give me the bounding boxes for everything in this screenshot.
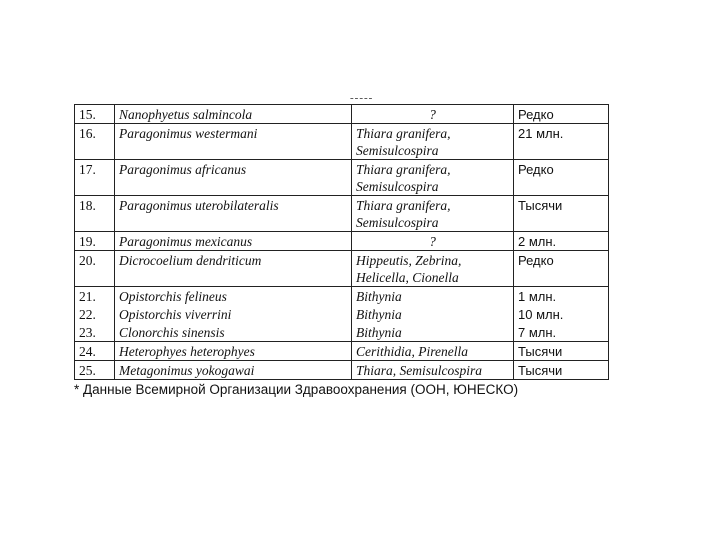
row-number: 16. (75, 124, 115, 160)
host-snail (352, 105, 514, 124)
infected-count: 10 млн. (514, 305, 609, 323)
infected-count: Тысячи (514, 196, 609, 232)
species-name: Nanophyetus salmincola (115, 105, 352, 124)
infected-count: Редко (514, 160, 609, 196)
table-footnote: * Данные Всемирной Организации Здравоохранения (ООН, ЮНЕСКО) (74, 382, 519, 397)
row-number: 18. (75, 196, 115, 232)
species-name: Heterophyes heterophyes (115, 342, 352, 361)
row-number: 25. (75, 361, 115, 380)
host-line: Semisulcospira (356, 215, 439, 230)
clipped-previous-row (74, 92, 608, 104)
host-snail: Bithynia (352, 305, 514, 323)
species-name: Paragonimus africanus (115, 160, 352, 196)
host-line: Thiara granifera, (356, 198, 451, 213)
species-name: Paragonimus westermani (115, 124, 352, 160)
host-snail: Thiara, Semisulcospira (352, 361, 514, 380)
infected-count: 2 млн. (514, 232, 609, 251)
host-line: ? (429, 234, 436, 249)
host-snail: Cerithidia, Pirenella (352, 342, 514, 361)
host-line: Helicella, Cionella (356, 270, 459, 285)
host-snail (352, 251, 514, 287)
row-number: 23. (75, 323, 115, 342)
host-snail (352, 124, 514, 160)
table-row (75, 287, 609, 306)
host-line: Hippeutis, Zebrina, (356, 253, 462, 268)
host-line: Thiara granifera, (356, 126, 451, 141)
table-row (75, 124, 609, 160)
document-page (74, 92, 608, 397)
row-number: 19. (75, 232, 115, 251)
table-row (75, 305, 609, 323)
infected-count: Редко (514, 105, 609, 124)
infected-count: Тысячи (514, 342, 609, 361)
species-name: Opistorchis viverrini (115, 305, 352, 323)
row-number: 24. (75, 342, 115, 361)
infected-count: 21 млн. (514, 124, 609, 160)
table-row (75, 361, 609, 380)
species-name: Paragonimus uterobilateralis (115, 196, 352, 232)
infected-count: 7 млн. (514, 323, 609, 342)
table-row (75, 105, 609, 124)
table-row (75, 251, 609, 287)
row-number: 20. (75, 251, 115, 287)
host-snail (352, 232, 514, 251)
host-line: Thiara granifera, (356, 162, 451, 177)
species-name: Dicrocoelium dendriticum (115, 251, 352, 287)
row-number: 17. (75, 160, 115, 196)
infected-count: 1 млн. (514, 287, 609, 306)
host-snail (352, 160, 514, 196)
table-row (75, 196, 609, 232)
infected-count: Редко (514, 251, 609, 287)
table-row (75, 160, 609, 196)
row-number: 21. (75, 287, 115, 306)
table-row (75, 342, 609, 361)
host-line: Semisulcospira (356, 179, 439, 194)
host-line: Semisulcospira (356, 143, 439, 158)
parasites-table (74, 104, 609, 380)
species-name: Clonorchis sinensis (115, 323, 352, 342)
row-number: 15. (75, 105, 115, 124)
clipped-text-fragment: ----- (350, 92, 374, 104)
row-number: 22. (75, 305, 115, 323)
host-snail (352, 196, 514, 232)
species-name: Paragonimus mexicanus (115, 232, 352, 251)
species-name: Opistorchis felineus (115, 287, 352, 306)
infected-count: Тысячи (514, 361, 609, 380)
table-row (75, 323, 609, 342)
table-row (75, 232, 609, 251)
species-name: Metagonimus yokogawai (115, 361, 352, 380)
host-line: ? (429, 107, 436, 122)
host-snail: Bithynia (352, 287, 514, 306)
host-snail: Bithynia (352, 323, 514, 342)
